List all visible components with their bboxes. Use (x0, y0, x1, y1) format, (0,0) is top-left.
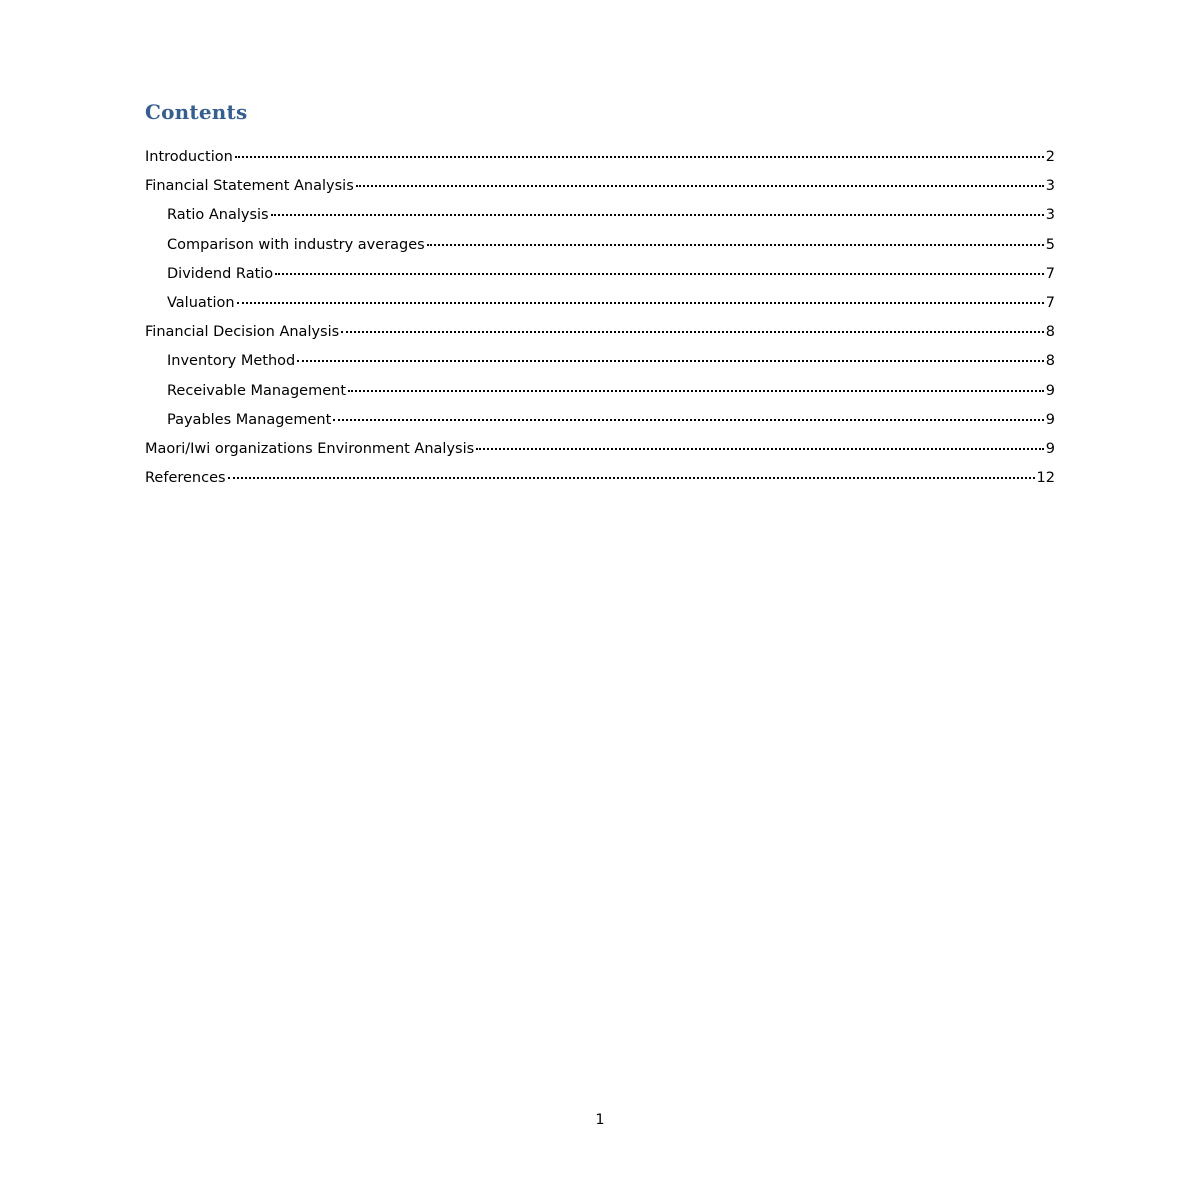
toc-entry-dividend-ratio[interactable] (145, 266, 1055, 295)
toc-entry-payables-management[interactable] (145, 412, 1055, 441)
toc-dot-leader (297, 360, 1044, 362)
toc-entry-page: 12 (1036, 470, 1055, 487)
toc-entry-title: Receivable Management (167, 382, 347, 399)
toc-dot-leader (235, 156, 1044, 158)
toc-dot-leader (348, 390, 1044, 392)
toc-entry-receivable-management[interactable] (145, 383, 1055, 412)
toc-entry-title: Dividend Ratio (167, 265, 274, 282)
toc-entry-page: 7 (1045, 265, 1055, 282)
toc-entry-title: Financial Decision Analysis (145, 324, 340, 341)
toc-entry-comparison-with-industry-averages[interactable] (145, 237, 1055, 266)
toc-dot-leader (237, 302, 1044, 304)
toc-entry-title: Inventory Method (167, 353, 296, 370)
toc-entry-title: Introduction (145, 149, 233, 165)
toc-entry-ratio-analysis[interactable] (145, 207, 1055, 236)
toc-entry-page: 2 (1045, 149, 1055, 165)
toc-dot-leader (341, 331, 1044, 333)
toc-entry-financial-decision-analysis[interactable] (145, 324, 1055, 353)
toc-entry-maori-iwi-environment-analysis[interactable] (145, 441, 1055, 470)
toc-entry-page: 5 (1045, 236, 1055, 253)
toc-entry-title: Valuation (167, 294, 235, 311)
toc-entry-page: 3 (1045, 207, 1055, 224)
toc-dot-leader (228, 477, 1035, 479)
toc-entry-title: Comparison with industry averages (167, 236, 425, 253)
toc-entry-introduction[interactable] (145, 149, 1055, 178)
toc-entry-page: 8 (1045, 324, 1055, 341)
toc-entry-financial-statement-analysis[interactable] (145, 178, 1055, 207)
toc-dot-leader (356, 185, 1044, 187)
toc-dot-leader (427, 244, 1044, 246)
toc-entry-title: References (145, 470, 226, 487)
toc-entry-valuation[interactable] (145, 295, 1055, 324)
toc-entry-page: 9 (1045, 382, 1055, 399)
toc-dot-leader (275, 273, 1044, 275)
toc-entry-title: Ratio Analysis (167, 207, 269, 224)
page-number: 1 (595, 1112, 605, 1128)
toc-dot-leader (271, 214, 1044, 216)
toc-entry-page: 9 (1045, 440, 1055, 457)
toc-entry-page: 8 (1045, 353, 1055, 370)
toc-entry-page: 9 (1045, 411, 1055, 428)
toc-entry-title: Maori/Iwi organizations Environment Analysis (145, 440, 475, 457)
toc-entry-references[interactable] (145, 470, 1055, 499)
toc-heading: Contents (145, 100, 248, 124)
toc-entry-title: Payables Management (167, 411, 332, 428)
toc-entry-title: Financial Statement Analysis (145, 178, 354, 195)
toc-entry-page: 7 (1045, 294, 1055, 311)
table-of-contents (145, 149, 1055, 499)
toc-dot-leader (333, 419, 1043, 421)
toc-entry-page: 3 (1045, 178, 1055, 195)
toc-dot-leader (476, 448, 1044, 450)
toc-entry-inventory-method[interactable] (145, 353, 1055, 382)
